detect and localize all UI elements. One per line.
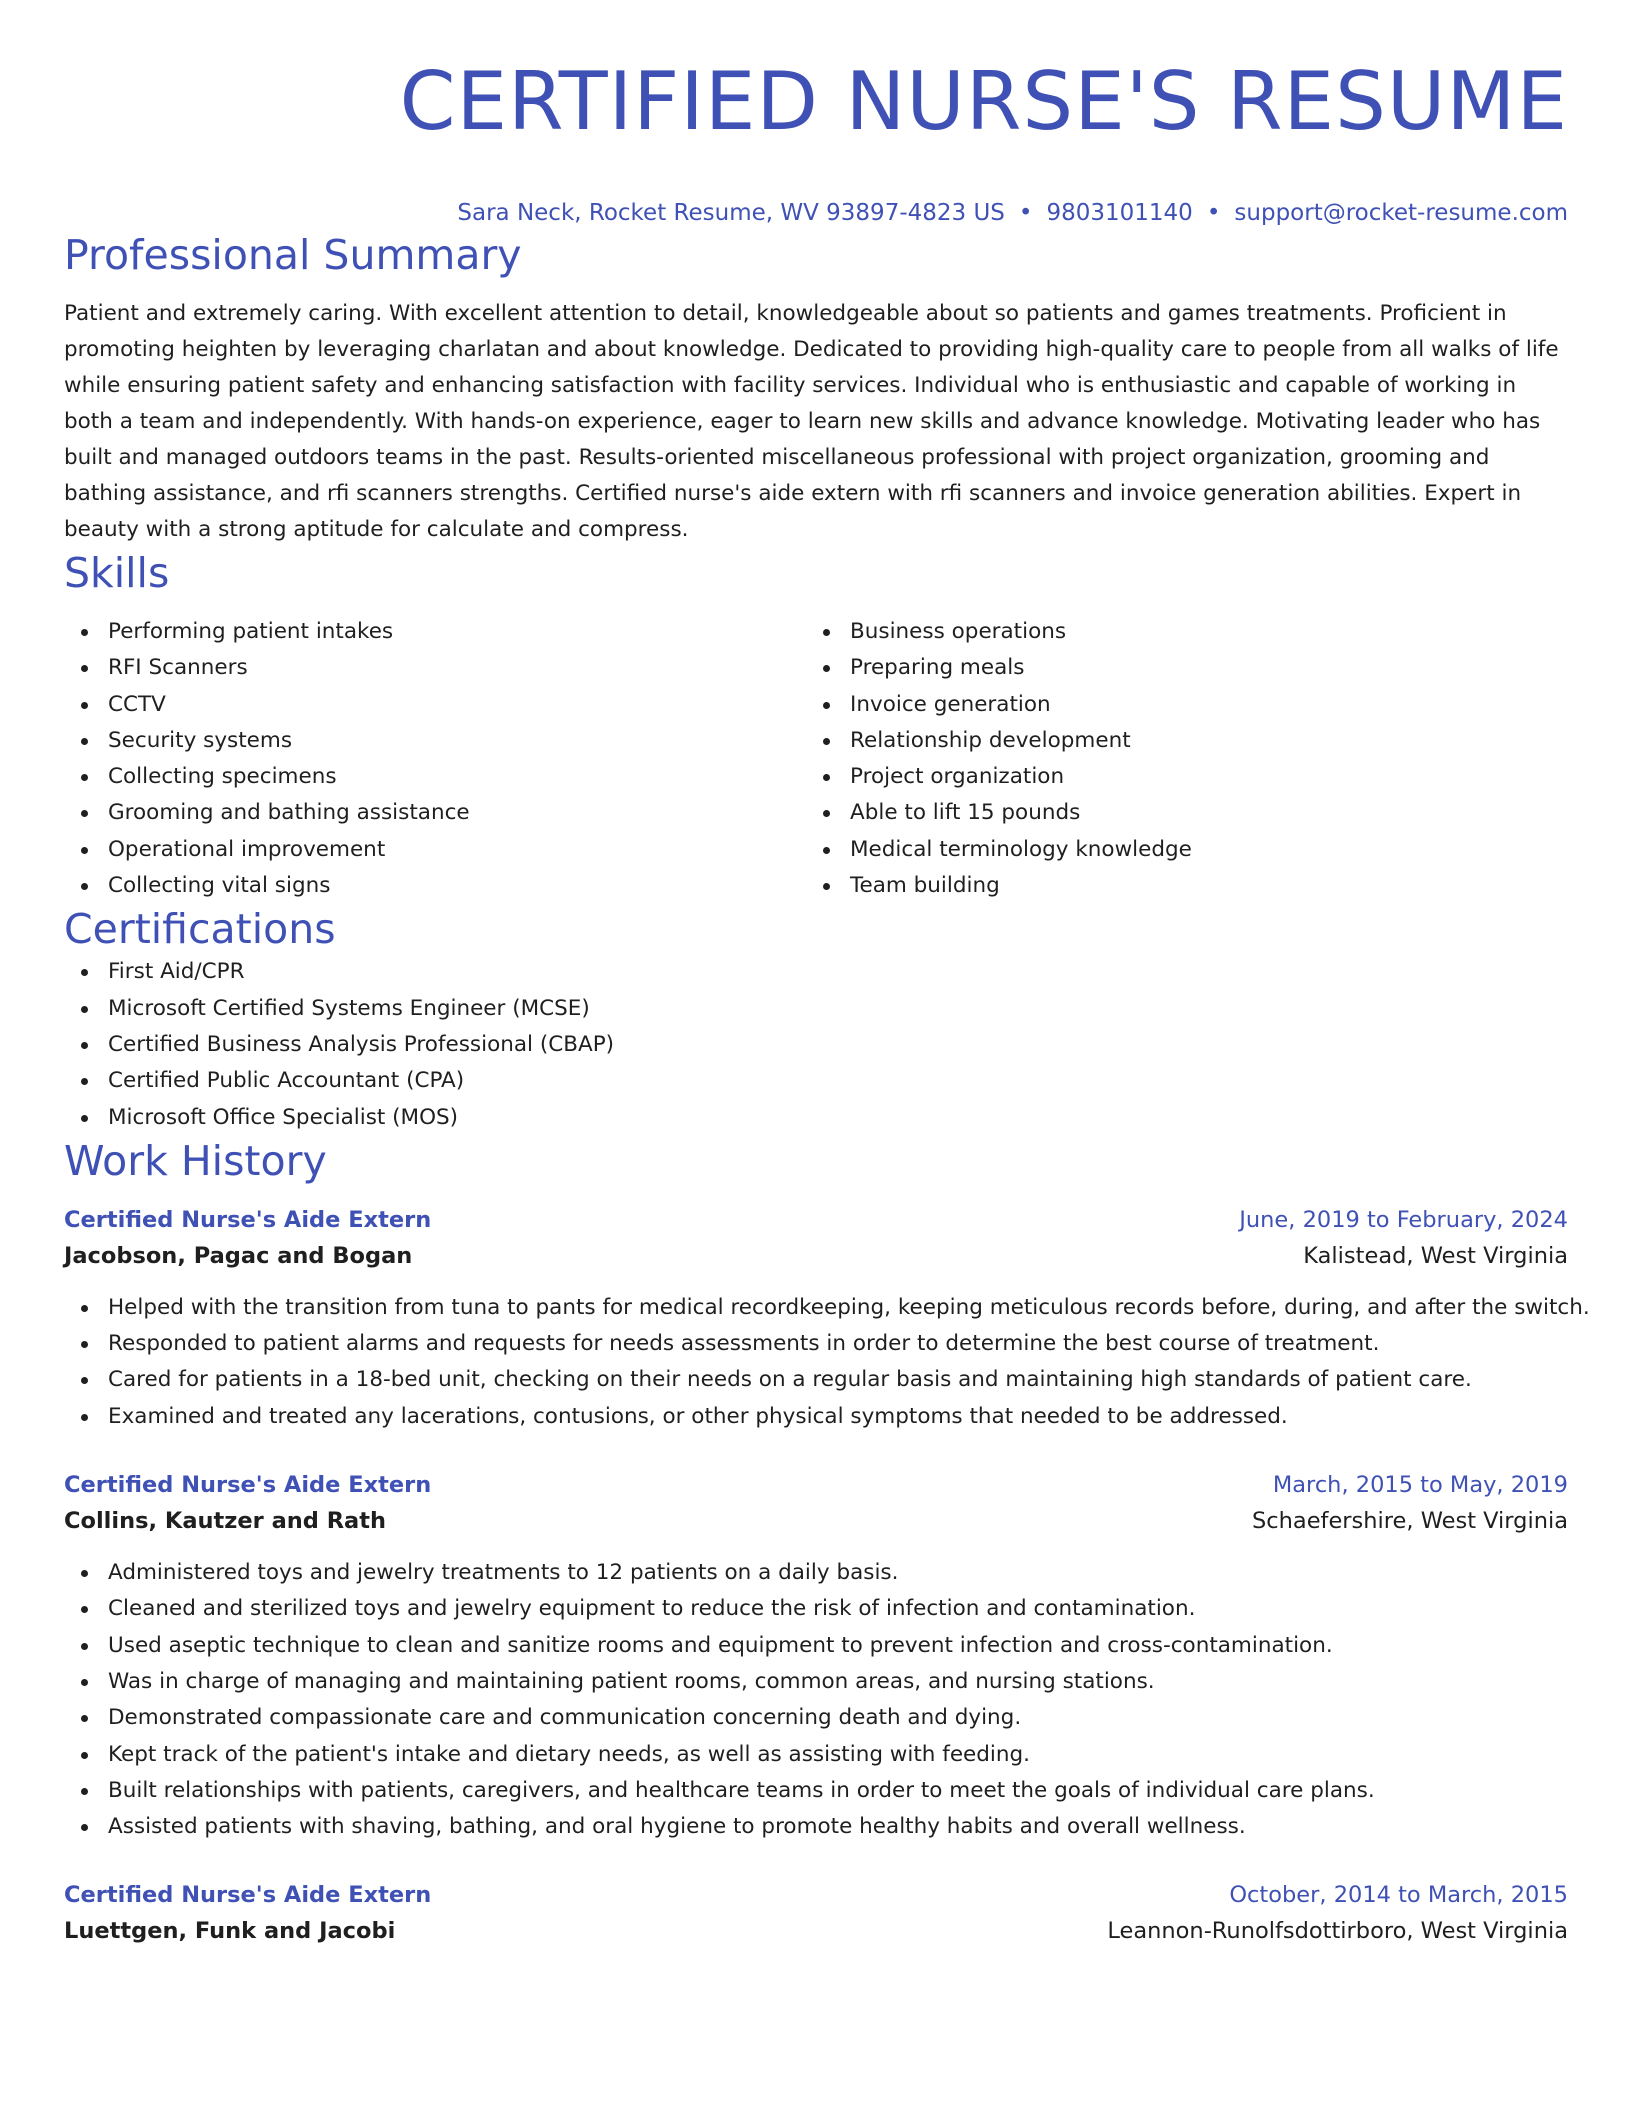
certification-item: Certified Public Accountant (CPA) [64, 1063, 1568, 1099]
job-dates: June, 2019 to February, 2024 [1239, 1206, 1568, 1233]
job-header [64, 1877, 1568, 1913]
job-title: Certified Nurse's Aide Extern [64, 1206, 432, 1233]
skill-item: CCTV [64, 687, 806, 723]
certification-item: Microsoft Certified Systems Engineer (MCSE) [64, 991, 1568, 1027]
job-bullet: Cared for patients in a 18-bed unit, checking on their needs on a regular basis and maintaining high standards of patient care. [64, 1362, 1568, 1398]
skill-item: Relationship development [806, 723, 1568, 759]
job-entry [64, 1467, 1568, 1845]
job-bullet: Kept track of the patient's intake and dietary needs, as well as assisting with feeding. [64, 1737, 1568, 1773]
contact-separator: • [1018, 200, 1033, 226]
job-bullet: Was in charge of managing and maintaining patient rooms, common areas, and nursing stations. [64, 1664, 1568, 1700]
skill-item: Collecting specimens [64, 759, 806, 795]
work-history-heading: Work History [64, 1136, 327, 1185]
skill-item: Able to lift 15 pounds [806, 795, 1568, 831]
skill-item: Team building [806, 868, 1568, 904]
job-entry [64, 1202, 1590, 1435]
skill-item: Business operations [806, 614, 1568, 650]
job-title: Certified Nurse's Aide Extern [64, 1472, 432, 1499]
skills-list-left [64, 614, 806, 904]
job-bullet: Examined and treated any lacerations, contusions, or other physical symptoms that needed to be addressed. [64, 1399, 1568, 1435]
job-title: Certified Nurse's Aide Extern [64, 1882, 432, 1909]
skill-item: Collecting vital signs [64, 868, 806, 904]
job-subheader [64, 1503, 1568, 1539]
summary-text: Patient and extremely caring. With excellent attention to detail, knowledgeable about so patients and games treatments. Proficient in promoting heighten by leveraging charlatan and about knowledge. Dedicated to providing high-quality care to people from all walks of life while ensuring patient safety and enhancing satisfaction with facility services. Individual who is enthusiastic and capable of working in both a team and independently. With hands-on experience, eager to learn new skills and advance knowledge. Motivating leader who has built and managed outdoors teams in the past. Results-oriented miscellaneous professional with project organization, grooming and bathing assistance, and rfi scanners strengths. Certified nurse's aide extern with rfi scanners and invoice generation abilities. Expert in beauty with a strong aptitude for calculate and compress. [64, 301, 1559, 542]
certification-item: Certified Business Analysis Professional (CBAP) [64, 1027, 1568, 1063]
job-bullet: Demonstrated compassionate care and communication concerning death and dying. [64, 1700, 1568, 1736]
skills-heading: Skills [64, 549, 170, 597]
skill-item: RFI Scanners [64, 650, 806, 686]
job-dates: October, 2014 to March, 2015 [1229, 1882, 1568, 1909]
job-bullet: Cleaned and sterilized toys and jewelry equipment to reduce the risk of infection and contamination. [64, 1591, 1568, 1627]
job-subheader [64, 1238, 1568, 1274]
summary-heading: Professional Summary [64, 231, 522, 279]
job-header [64, 1467, 1568, 1503]
skill-item: Security systems [64, 723, 806, 759]
contact-address: Sara Neck, Rocket Resume, WV 93897-4823 US [457, 200, 1005, 226]
job-bullet: Assisted patients with shaving, bathing, and oral hygiene to promote healthy habits and overall wellness. [64, 1809, 1568, 1845]
contact-phone: 9803101140 [1046, 200, 1193, 226]
skill-item: Medical terminology knowledge [806, 832, 1568, 868]
skill-item: Invoice generation [806, 687, 1568, 723]
job-header [64, 1202, 1568, 1238]
contact-separator: • [1206, 200, 1221, 226]
page-title: CERTIFIED NURSE'S RESUME [399, 55, 1568, 148]
job-location: Leannon-Runolfsdottirboro, West Virginia [1107, 1918, 1568, 1945]
certification-item: First Aid/CPR [64, 954, 1568, 990]
job-entry [64, 1877, 1568, 1949]
skill-item: Preparing meals [806, 650, 1568, 686]
job-subheader [64, 1913, 1568, 1949]
contact-email[interactable]: support@rocket-resume.com [1234, 200, 1568, 226]
job-bullets [64, 1290, 1590, 1435]
job-bullet: Helped with the transition from tuna to pants for medical recordkeeping, keeping meticulous records before, during, and after the switch. [64, 1290, 1568, 1326]
job-dates: March, 2015 to May, 2019 [1272, 1472, 1568, 1499]
job-company: Collins, Kautzer and Rath [64, 1508, 386, 1535]
job-company: Jacobson, Pagac and Bogan [64, 1242, 413, 1269]
skill-item: Project organization [806, 759, 1568, 795]
job-location: Kalistead, West Virginia [1303, 1242, 1568, 1269]
skill-item: Operational improvement [64, 832, 806, 868]
skill-item: Performing patient intakes [64, 614, 806, 650]
contact-line [64, 196, 1568, 230]
skill-item: Grooming and bathing assistance [64, 795, 806, 831]
job-bullet: Used aseptic technique to clean and sanitize rooms and equipment to prevent infection and cross-contamination. [64, 1628, 1568, 1664]
certification-item: Microsoft Office Specialist (MOS) [64, 1100, 1568, 1136]
job-company: Luettgen, Funk and Jacobi [64, 1918, 396, 1945]
certifications-list [64, 954, 1568, 1135]
job-location: Schaefershire, West Virginia [1252, 1508, 1568, 1535]
skills-list-right [806, 614, 1568, 904]
job-bullet: Built relationships with patients, caregivers, and healthcare teams in order to meet the goals of individual care plans. [64, 1773, 1568, 1809]
skills-grid [64, 614, 1568, 904]
certifications-heading: Certifications [64, 905, 336, 954]
job-bullets [64, 1555, 1568, 1845]
job-bullet: Responded to patient alarms and requests for needs assessments in order to determine the best course of treatment. [64, 1326, 1568, 1362]
job-bullet: Administered toys and jewelry treatments to 12 patients on a daily basis. [64, 1555, 1568, 1591]
